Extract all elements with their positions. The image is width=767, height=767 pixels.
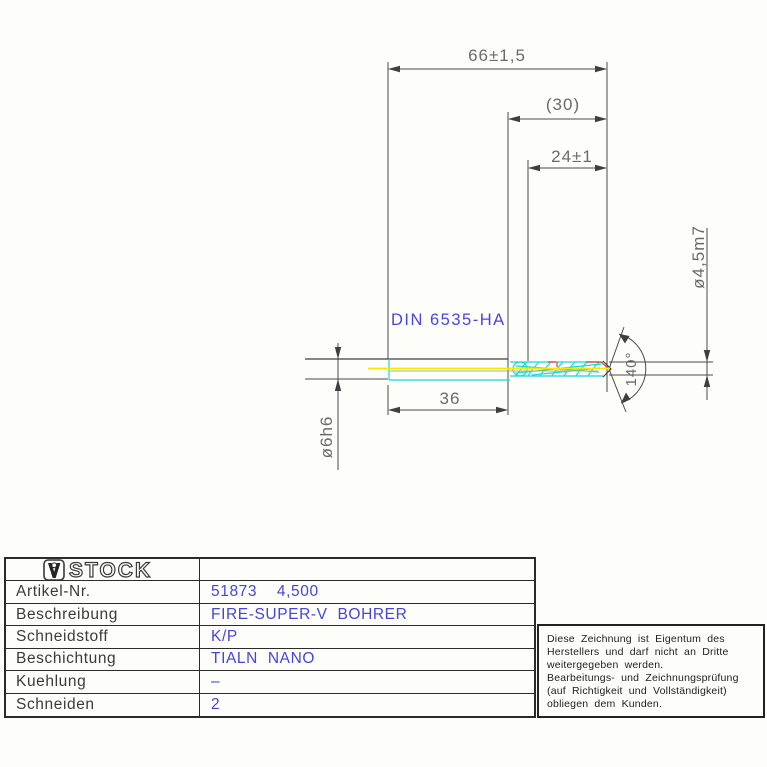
notice-line: (auf Richtigkeit und Vollständigkeit) (547, 685, 727, 698)
arrowheads (335, 66, 710, 413)
row-label-schneiden: Schneiden (6, 694, 200, 716)
drill-body (305, 359, 611, 380)
dim-usable-length: 24±1 (551, 147, 593, 166)
shank-highlight (389, 359, 510, 380)
standard-label: DIN 6535-HA (391, 311, 506, 329)
row-label-kuehlung: Kuehlung (6, 671, 200, 693)
dim-shank-length: 36 (439, 389, 461, 408)
header-empty-cell (200, 559, 534, 581)
row-value-artikel: 51873 4,500 (200, 581, 534, 603)
row-label-schneidstoff: Schneidstoff (6, 626, 200, 648)
dim-flute-length-ref: (30) (545, 95, 581, 114)
row-label-beschreibung: Beschreibung (6, 604, 200, 626)
dim-shank-diameter: ø6h6 (317, 415, 336, 459)
notice-line: Bearbeitungs- und Zeichnungsprüfung (547, 672, 739, 685)
logo-cell (6, 559, 200, 581)
row-label-beschichtung: Beschichtung (6, 649, 200, 671)
notice-line: Herstellers und darf nicht an Dritte (547, 646, 729, 659)
notice-line: weitergegeben werden. (547, 659, 664, 672)
row-value-beschichtung: TIALN NANO (200, 649, 534, 671)
row-value-beschreibung: FIRE-SUPER-V BOHRER (200, 604, 534, 626)
stock-logo-icon (43, 559, 66, 581)
dim-cutting-diameter: ø4,5m7 (689, 225, 708, 289)
cutting-edge-highlights (548, 362, 608, 368)
notice-line: Diese Zeichnung ist Eigentum des (547, 633, 725, 645)
stock-logo-wordmark (68, 559, 188, 581)
row-value-kuehlung: – (200, 671, 534, 693)
logo-text: STOCK (69, 559, 153, 582)
dim-total-length: 66±1,5 (468, 46, 526, 65)
extension-lines (305, 62, 713, 470)
row-value-schneidstoff: K/P (200, 626, 534, 648)
row-value-schneiden: 2 (211, 695, 221, 713)
ownership-notice (537, 624, 765, 718)
notice-line: obliegen dem Kunden. (547, 698, 663, 711)
row-label-artikel: Artikel-Nr. (6, 581, 200, 603)
dim-point-angle: 140° (623, 351, 640, 387)
title-block (4, 557, 536, 718)
